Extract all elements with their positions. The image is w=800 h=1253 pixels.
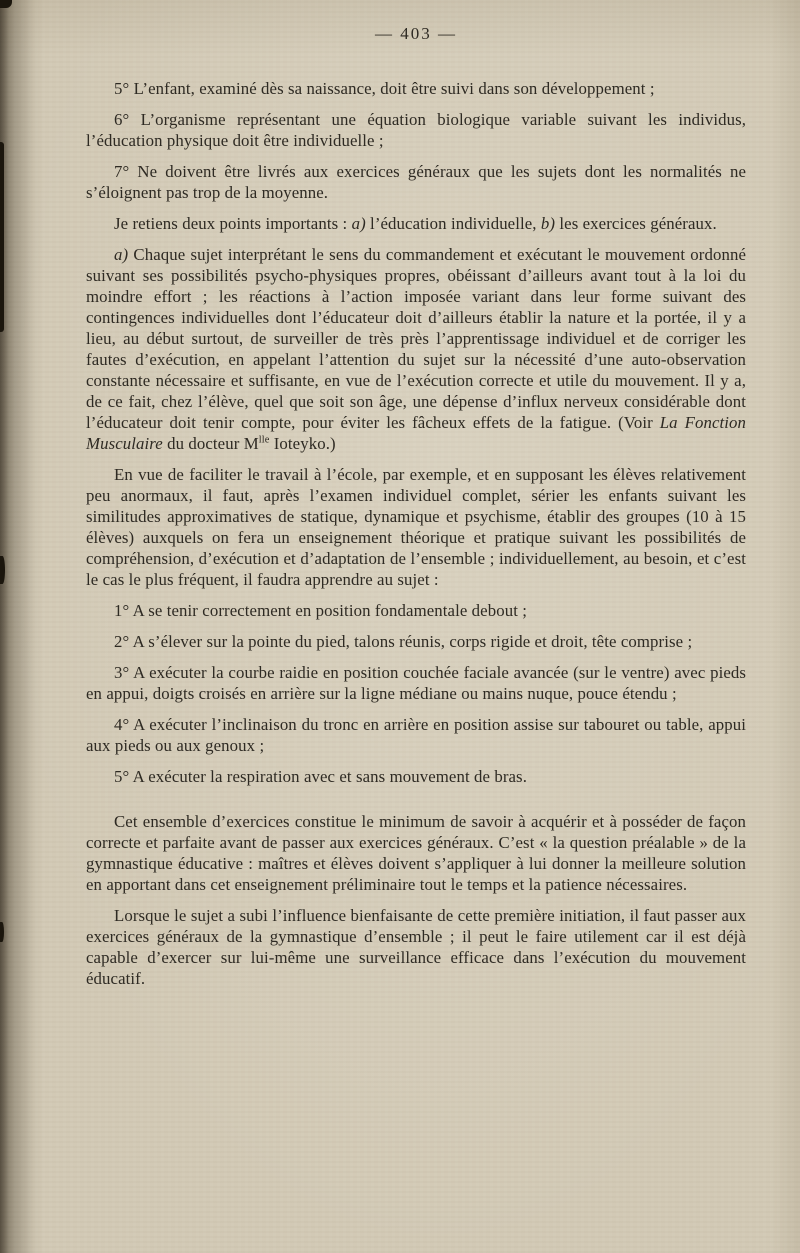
text-segment: Chaque sujet interprétant le sens du commandement et exécutant le mouvement ordonné suivant ses possibilités psycho-physiques propres, obéissant d’ailleurs avant tout à la loi du moindre effort ; les réactions à l’action imposée variant dans leur forme suivant des contingences individuelles dont l’éducateur doit d’ailleurs établir la nature et la portée, il y a lieu, au début surtout, de surveiller de très près l’apprentissage individuel et de corriger les fautes d’exécution, en appelant l’attention du sujet sur la nécessité d’une auto-observation constante nécessaire et suffisante, en vue de l’exécution correcte et utile du mouvement. Il y a, de ce fait, chez l’élève, quel que soit son âge, une dépense d’influx nerveux considérable dont l’éducateur doit tenir compte, pour éviter les fâcheux effets de la fatigue. (Voir	[86, 245, 746, 432]
text-segment-italic: La Fonction Musculaire	[86, 413, 747, 453]
text-segment: Je retiens deux points importants :	[114, 214, 352, 233]
text-segment: Cet ensemble d’exercices constitue le minimum de savoir à acquérir et à posséder de façon correcte et parfaite avant de passer aux exercices généraux. C’est « la question préalable » de la gymnastique éducative : maîtres et élèves doivent s’appliquer à lui donner la meilleure solution en apportant dans cet enseignement préliminaire tout le temps et la patience nécessaires.	[86, 812, 746, 894]
page-number: — 403 —	[375, 24, 457, 43]
text-segment: 6° L’organisme représentant une équation biologique variable suivant les individus, l’éducation physique doit être individuelle ;	[86, 110, 746, 150]
scan-artifact	[0, 142, 4, 332]
text-block	[86, 78, 746, 989]
paragraph	[86, 662, 746, 704]
paragraph	[86, 766, 746, 787]
text-segment: 2° A s’élever sur la pointe du pied, talons réunis, corps rigide et droit, tête comprise ;	[114, 632, 693, 651]
paragraph	[86, 109, 746, 151]
paragraph	[86, 811, 746, 895]
text-segment: 5° A exécuter la respiration avec et sans mouvement de bras.	[114, 767, 527, 786]
text-segment: du docteur M	[162, 434, 259, 453]
text-segment-sup: lle	[258, 434, 270, 446]
paragraph	[86, 714, 746, 756]
paragraph	[86, 78, 746, 99]
paragraph	[86, 905, 746, 989]
text-segment-italic: b)	[540, 214, 556, 233]
paragraph	[86, 464, 746, 590]
paragraph	[86, 161, 746, 203]
text-segment: 7° Ne doivent être livrés aux exercices généraux que les sujets dont les normalités ne s’éloignent pas trop de la moyenne.	[86, 162, 746, 202]
text-segment: 4° A exécuter l’inclinaison du tronc en arrière en position assise sur tabouret ou table, appui aux pieds ou aux genoux ;	[86, 715, 746, 755]
text-segment-italic: a)	[351, 214, 366, 233]
paragraph	[86, 244, 746, 454]
scan-artifact	[0, 0, 12, 8]
text-segment: l’éducation individuelle,	[365, 214, 541, 233]
text-segment: Lorsque le sujet a subi l’influence bienfaisante de cette première initiation, il faut passer aux exercices généraux de la gymnastique d’ensemble ; il peut le faire utilement car il est déjà capable d’exercer sur lui-même une surveillance efficace dans l’exécution du mouvement éducatif.	[86, 906, 746, 988]
scan-artifact	[0, 922, 4, 942]
text-segment: Ioteyko.)	[269, 434, 336, 453]
text-segment: 5° L’enfant, examiné dès sa naissance, doit être suivi dans son développement ;	[114, 79, 655, 98]
text-segment: En vue de faciliter le travail à l’école, par exemple, et en supposant les élèves relativement peu anormaux, il faut, après l’examen individuel complet, sérier les enfants suivant les similitudes approximatives de statique, dynamique et psychisme, établir des groupes (10 à 15 élèves) auxquels on fera un enseignement théorique et pratique suivant les possibilités de compréhension, d’exécution et d’adaptation de l’ensemble ; individuellement, au besoin, et c’est le cas le plus fréquent, il faudra apprendre au sujet :	[86, 465, 746, 589]
paragraph	[86, 600, 746, 621]
text-segment-italic: a)	[114, 245, 129, 264]
paragraph	[86, 213, 746, 234]
paragraph	[86, 631, 746, 652]
text-segment: 3° A exécuter la courbe raidie en position couchée faciale avancée (sur le ventre) avec pieds en appui, doigts croisés en arrière sur la ligne médiane ou mains nuque, pouce étendu ;	[86, 663, 746, 703]
scan-artifact	[0, 556, 5, 584]
book-spine-shadow	[0, 0, 34, 1253]
text-segment: les exercices généraux.	[555, 214, 717, 233]
text-segment: 1° A se tenir correctement en position fondamentale debout ;	[114, 601, 528, 620]
